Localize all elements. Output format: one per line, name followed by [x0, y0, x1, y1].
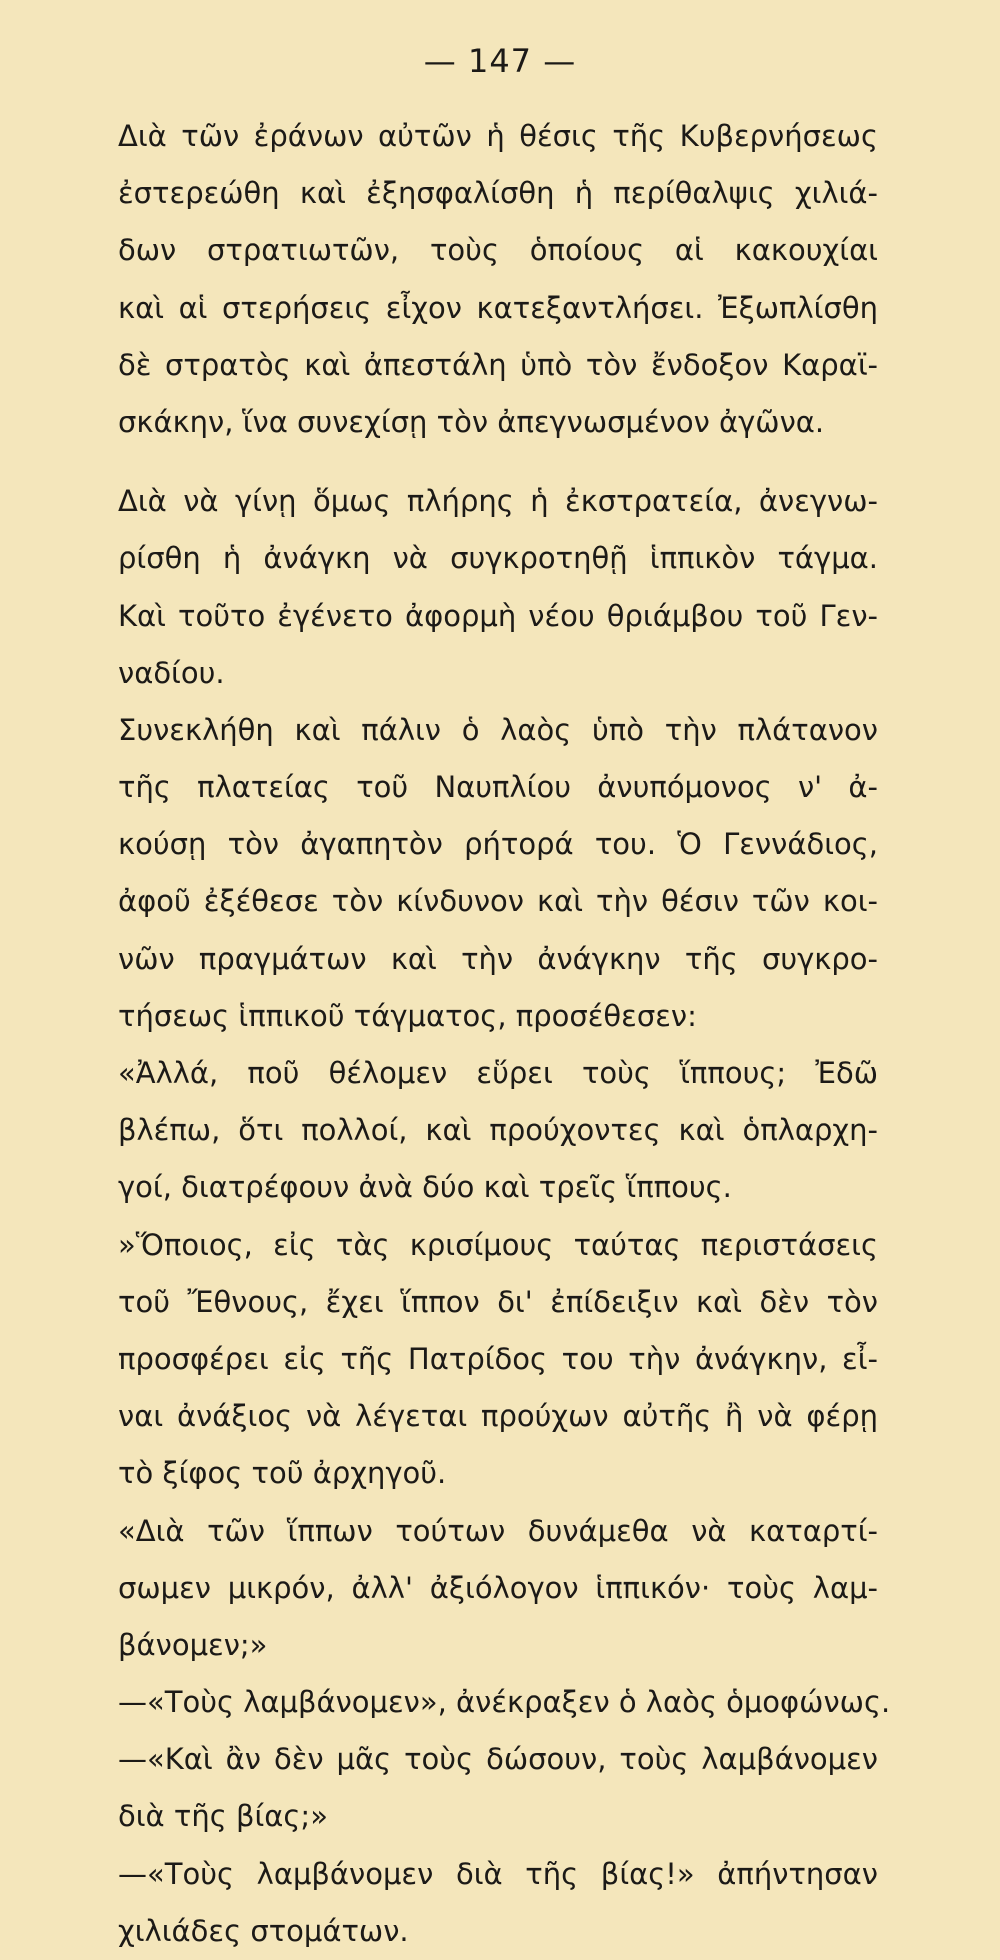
text-line: βάνομεν;»: [118, 1627, 268, 1662]
text-line: Διὰ νὰ γίνῃ ὅμως πλήρης ἡ ἐκστρατεία, ἀνεγνω-: [118, 484, 878, 519]
paragraph: [118, 1217, 878, 1503]
paragraph: [118, 1674, 891, 1731]
paragraph: [118, 1731, 878, 1845]
text-line: »Ὅποιος, εἰς τὰς κρισίμους ταύτας περιστάσεις: [118, 1227, 878, 1262]
paragraph: [118, 702, 878, 1045]
text-line: δὲ στρατὸς καὶ ἀπεστάλη ὑπὸ τὸν ἔνδοξον Καραϊ-: [118, 347, 878, 382]
paragraph-gap: [118, 451, 878, 473]
text-line: διὰ τῆς βίας;»: [118, 1799, 328, 1834]
text-line: Διὰ τῶν ἐράνων αὐτῶν ἡ θέσις τῆς Κυβερνήσεως: [118, 119, 878, 153]
text-line: τήσεως ἱππικοῦ τάγματος, προσέθεσεν:: [118, 998, 697, 1033]
text-line: τὸ ξίφος τοῦ ἀρχηγοῦ.: [118, 1456, 447, 1491]
text-line: Συνεκλήθη καὶ πάλιν ὁ λαὸς ὑπὸ τὴν πλάτανον: [118, 712, 878, 747]
paragraph: [118, 108, 878, 451]
text-line: —«Καὶ ἂν δὲν μᾶς τοὺς δώσουν, τοὺς λαμβάνομεν: [118, 1742, 878, 1777]
text-line: σκάκην, ἵνα συνεχίσῃ τὸν ἀπεγνωσμένον ἀγῶνα.: [118, 404, 825, 439]
text-line: ἀφοῦ ἐξέθεσε τὸν κίνδυνον καὶ τὴν θέσιν τῶν κοι-: [118, 884, 878, 919]
text-line: σωμεν μικρόν, ἀλλ' ἀξιόλογον ἱππικόν· τοὺς λαμ-: [118, 1570, 878, 1605]
text-line: δων στρατιωτῶν, τοὺς ὁποίους αἱ κακουχίαι: [118, 233, 878, 268]
paragraph: [118, 1045, 878, 1217]
text-line: —«Τοὺς λαμβάνομεν», ἀνέκραξεν ὁ λαὸς ὁμοφώνως.: [118, 1685, 891, 1720]
text-line: ρίσθη ἡ ἀνάγκη νὰ συγκροτηθῇ ἱππικὸν τάγμα.: [118, 541, 878, 576]
paragraph: [118, 473, 878, 702]
text-line: ναδίου.: [118, 655, 225, 690]
text-line: καὶ αἱ στερήσεις εἶχον κατεξαντλήσει. Ἐξωπλίσθη: [118, 290, 878, 325]
text-line: βλέπω, ὅτι πολλοί, καὶ προύχοντες καὶ ὁπλαρχη-: [118, 1113, 878, 1148]
page-number: — 147 —: [423, 42, 577, 80]
text-line: προσφέρει εἰς τῆς Πατρίδος του τὴν ἀνάγκην, εἶ-: [118, 1341, 878, 1376]
text-line: χιλιάδες στομάτων.: [118, 1913, 409, 1948]
paragraph: [118, 1846, 878, 1960]
text-line: τοῦ Ἔθνους, ἔχει ἵππον δι' ἐπίδειξιν καὶ δὲν τὸν: [118, 1284, 878, 1319]
text-line: νῶν πραγμάτων καὶ τὴν ἀνάγκην τῆς συγκρο-: [118, 941, 878, 976]
text-line: ἐστερεώθη καὶ ἐξησφαλίσθη ἡ περίθαλψις χιλιά-: [118, 176, 878, 211]
page-text: [118, 108, 891, 1960]
text-line: «Ἀλλά, ποῦ θέλομεν εὕρει τοὺς ἵππους; Ἐδῶ: [118, 1056, 878, 1090]
text-line: γοί, διατρέφουν ἀνὰ δύο καὶ τρεῖς ἵππους.: [118, 1170, 732, 1205]
text-line: τῆς πλατείας τοῦ Ναυπλίου ἀνυπόμονος ν' ἀ-: [118, 770, 878, 805]
paragraph: [118, 1503, 878, 1675]
text-line: —«Τοὺς λαμβάνομεν διὰ τῆς βίας!» ἀπήντησαν: [118, 1856, 878, 1891]
text-line: ναι ἀνάξιος νὰ λέγεται προύχων αὐτῆς ἢ νὰ φέρῃ: [118, 1399, 878, 1434]
text-line: κούσῃ τὸν ἀγαπητὸν ρήτορά του. Ὁ Γεννάδιος,: [118, 827, 878, 862]
text-line: «Διὰ τῶν ἵππων τούτων δυνάμεθα νὰ καταρτί-: [118, 1513, 878, 1548]
text-line: Καὶ τοῦτο ἐγένετο ἀφορμὴ νέου θριάμβου τοῦ Γεν-: [118, 598, 878, 633]
